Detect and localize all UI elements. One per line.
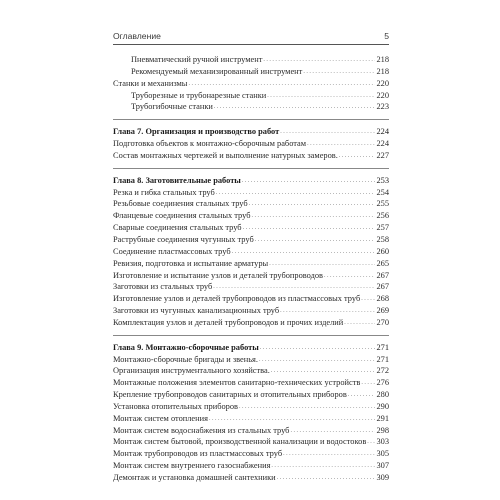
toc-entry-page: 254 (376, 187, 389, 197)
header-page-number: 5 (384, 31, 389, 41)
toc-entry-page: 218 (376, 55, 389, 64)
toc-entry-title: Заготовки из стальных труб (113, 282, 213, 292)
section-divider (113, 113, 389, 120)
toc-entry[interactable] (113, 150, 389, 162)
toc-entry-page: 268 (376, 294, 389, 304)
toc-entry-page: 307 (376, 461, 389, 471)
toc-entry-title: Демонтаж и установка домашней сантехники (113, 473, 276, 482)
dot-leader (339, 149, 376, 163)
toc-entry-title: Подготовка объектов к монтажно-сборочным работам (113, 139, 307, 149)
toc-entry[interactable] (113, 281, 389, 293)
dot-leader (271, 364, 376, 378)
toc-entry-title: Резка и гибка стальных труб (113, 187, 215, 197)
toc-entry-title: Монтажно-сборочные бригады и звенья. (113, 354, 259, 364)
toc-entry-page: 303 (376, 437, 389, 447)
toc-entry-title: Монтаж систем водоснабжения из стальных труб (113, 425, 290, 435)
toc-entry-title: Ревизия, подготовка и испытание арматуры (113, 258, 269, 268)
toc-entry-page: 267 (376, 270, 389, 280)
toc-entry-page: 271 (376, 354, 389, 364)
toc-entry-title: Сварные соединения стальных труб (113, 223, 242, 233)
toc-entry-page: 305 (376, 449, 389, 459)
chapter-title: Глава 7. Организация и производство работ (113, 127, 280, 137)
toc-entry-title: Состав монтажных чертежей и выполнение натурных замеров. (113, 150, 338, 160)
toc-entry-page: 256 (376, 211, 389, 221)
section-divider (113, 329, 389, 336)
dot-leader (290, 424, 375, 438)
toc-entry-page: 223 (376, 102, 389, 112)
toc-entry-page: 227 (376, 150, 389, 160)
toc-entry-title: Крепление трубопроводов санитарных и отопительных приборов (113, 390, 347, 400)
toc-entry-page: 265 (376, 258, 389, 268)
toc-entry-page: 270 (376, 317, 389, 327)
toc-entry-title: Заготовки из чугунных канализационных труб (113, 306, 280, 316)
toc-entry-page: 260 (376, 246, 389, 256)
toc-entry-page: 309 (376, 473, 389, 482)
toc-entry-title: Монтажные положения элементов санитарно-технических устройств (113, 378, 361, 388)
toc-entry-page: 269 (376, 306, 389, 316)
toc-entry-title: Монтаж систем внутреннего газоснабжения (113, 461, 271, 471)
toc-entry-title: Трубогибочные станки (131, 102, 213, 112)
dot-leader (213, 280, 375, 294)
chapter-page: 224 (376, 127, 389, 137)
toc-entry-page: 280 (376, 390, 389, 400)
toc-entry-title: Изготовление и испытание узлов и деталей трубопроводов (113, 270, 324, 280)
table-of-contents (113, 54, 389, 484)
toc-entry-page: 258 (376, 234, 389, 244)
toc-entry-title: Соединение пластмассовых труб (113, 246, 231, 256)
toc-entry-title: Раструбные соединения чугунных труб (113, 234, 254, 244)
toc-entry[interactable] (113, 472, 389, 484)
toc-entry[interactable] (113, 317, 389, 329)
toc-entry-page: 267 (376, 282, 389, 292)
toc-entry-page: 220 (376, 78, 389, 88)
toc-entry-title: Пневматический ручной инструмент (131, 55, 263, 64)
toc-entry-page: 218 (376, 66, 389, 76)
toc-entry-title: Установка отопительных приборов (113, 401, 238, 411)
toc-entry-title: Фланцевые соединения стальных труб (113, 211, 251, 221)
toc-entry[interactable] (113, 365, 389, 377)
toc-entry-title: Рекомендуемый механизированный инструмент (131, 66, 303, 76)
toc-entry-page: 290 (376, 401, 389, 411)
toc-entry-title: Изготовление узлов и деталей трубопроводов из пластмассовых труб (113, 294, 361, 304)
dot-leader (277, 471, 376, 485)
toc-entry-title: Комплектация узлов и деталей трубопроводов и прочих изделий (113, 317, 344, 327)
toc-entry-title: Организация инструментального хозяйства. (113, 366, 270, 376)
dot-leader (214, 100, 376, 114)
toc-entry-title: Монтаж трубопроводов из пластмассовых труб (113, 449, 283, 459)
chapter-page: 253 (376, 175, 389, 185)
toc-entry-title: Монтаж систем бытовой, производственной канализации и водостоков (113, 437, 367, 447)
chapter-title: Глава 9. Монтажно-сборочные работы (113, 342, 259, 352)
toc-entry-title: Монтаж систем отопления (113, 413, 208, 423)
toc-entry-page: 257 (376, 223, 389, 233)
toc-entry-page: 224 (376, 139, 389, 149)
toc-entry-page: 276 (376, 378, 389, 388)
toc-entry-page: 255 (376, 199, 389, 209)
toc-entry-title: Труборезные и трубонарезные станки (131, 90, 267, 100)
section-divider (113, 162, 389, 169)
toc-entry-title: Станки и механизмы (113, 78, 188, 88)
toc-entry-page: 272 (376, 366, 389, 376)
dot-leader (344, 316, 375, 330)
running-header (113, 28, 389, 45)
header-title: Оглавление (113, 31, 161, 41)
toc-entry[interactable] (113, 101, 389, 113)
toc-entry-page: 291 (376, 413, 389, 423)
toc-entry-page: 298 (376, 425, 389, 435)
toc-entry[interactable] (113, 425, 389, 437)
chapter-title: Глава 8. Заготовительные работы (113, 175, 241, 185)
toc-entry-page: 220 (376, 90, 389, 100)
chapter-page: 271 (376, 342, 389, 352)
toc-entry-title: Резьбовые соединения стальных труб (113, 199, 248, 209)
